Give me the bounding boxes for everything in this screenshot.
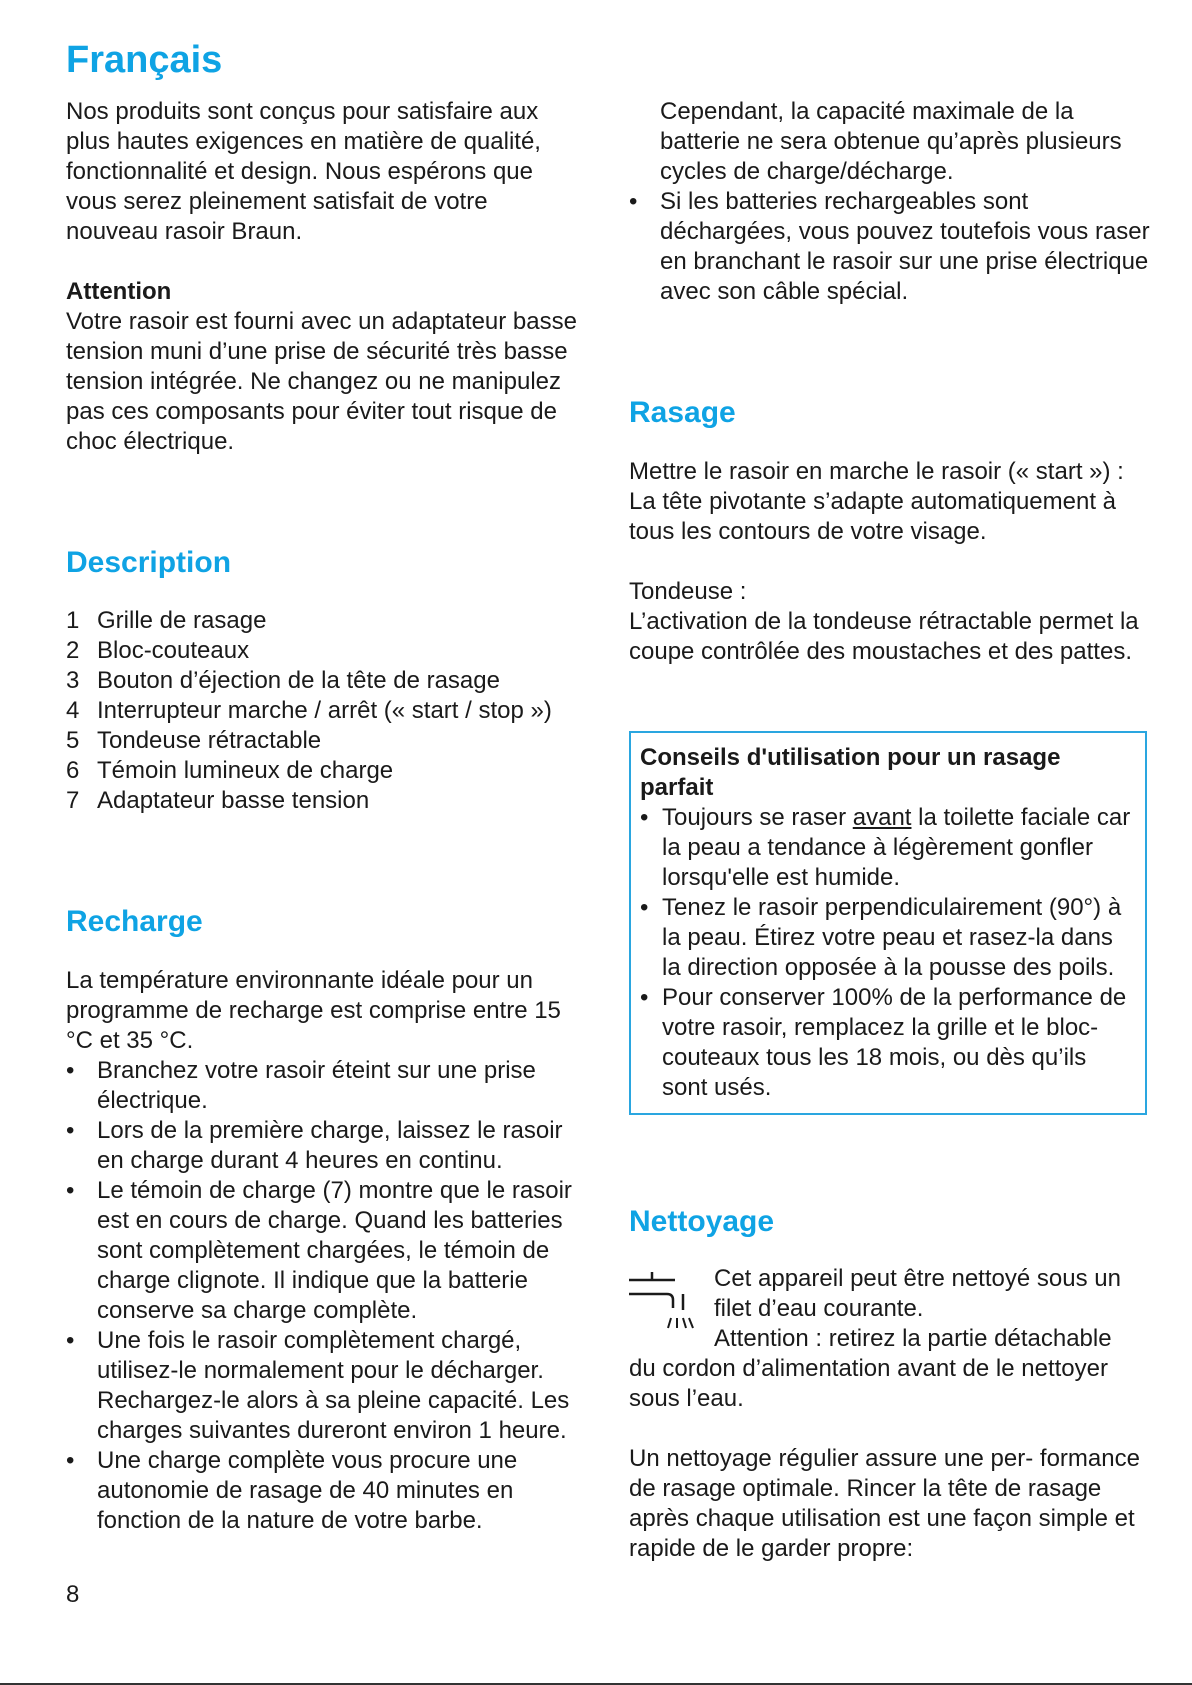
list-item: 3 Bouton d’éjection de la tête de rasage	[66, 667, 500, 694]
page-number: 8	[66, 1581, 80, 1608]
rasage-text: Mettre le rasoir en marche le rasoir (« start ») : La tête pivotante s’adapte automatiquement à tous les contours de votre visage.	[629, 458, 1124, 545]
tips-list	[640, 803, 1137, 1103]
recharge-heading: Recharge	[66, 905, 203, 938]
list-item: • Branchez votre rasoir éteint sur une prise électrique.	[66, 1057, 536, 1114]
nettoyage-line-1: Cet appareil peut être nettoyé sous un	[714, 1265, 1121, 1292]
list-item: • Toujours se raser avant la toilette faciale car la peau a tendance à légèrement gonfler lorsqu'elle est humide.	[640, 804, 1131, 891]
recharge-continued: Cependant, la capacité maximale de la batterie ne sera obtenue qu’après plusieurs cycles de charge/décharge.	[660, 98, 1122, 185]
list-item: • Une fois le rasoir complètement chargé, utilisez-le normalement pour le décharger. Rechargez-le alors à sa pleine capacité. Les charges suivantes dureront environ 1 heure.	[66, 1327, 570, 1444]
list-item: 1 Grille de rasage	[66, 607, 267, 634]
list-item: • Tenez le rasoir perpendiculairement (90°) à la peau. Étirez votre peau et rasez-la dans la direction opposée à la pousse des poils.	[640, 894, 1122, 981]
recharge-bullets-right	[629, 187, 1150, 307]
tips-title: Conseils d'utilisation pour un rasage parfait	[640, 744, 1061, 801]
list-item: • Le témoin de charge (7) montre que le rasoir est en cours de charge. Quand les batteries sont complètement chargées, le témoin de charge clignote. Il indique que la batterie conserve sa charge complète.	[66, 1177, 572, 1324]
tondeuse-label: Tondeuse :	[629, 578, 747, 605]
list-item: 2 Bloc-couteaux	[66, 637, 250, 664]
list-item: • Une charge complète vous procure une autonomie de rasage de 40 minutes en fonction de la nature de votre barbe.	[66, 1447, 518, 1534]
description-heading: Description	[66, 546, 232, 579]
nettoyage-heading: Nettoyage	[629, 1205, 775, 1238]
recharge-bullets	[66, 1056, 586, 1536]
rasage-heading: Rasage	[629, 396, 736, 429]
tondeuse-text: L’activation de la tondeuse rétractable permet la coupe contrôlée des moustaches et des pattes.	[629, 608, 1139, 665]
nettoyage-line-3: Attention : retirez la partie détachable	[714, 1325, 1112, 1352]
intro-paragraph: Nos produits sont conçus pour satisfaire aux plus hautes exigences en matière de qualité, fonctionnalité et design. Nous espérons que vous serez pleinement satisfait de votre nouveau rasoir Braun.	[66, 98, 541, 245]
nettoyage-line-2: filet d’eau courante.	[714, 1295, 924, 1322]
nettoyage-line-4: du cordon d’alimentation avant de le nettoyer sous l’eau.	[629, 1355, 1108, 1412]
list-item: 6 Témoin lumineux de charge	[66, 757, 394, 784]
description-list	[66, 606, 586, 816]
list-item: • Si les batteries rechargeables sont déchargées, vous pouvez toutefois vous raser en branchant le rasoir sur une prise électrique avec son câble spécial.	[629, 188, 1150, 305]
water-tap-icon	[627, 1270, 699, 1334]
attention-text: Votre rasoir est fourni avec un adaptateur basse tension muni d’une prise de sécurité très basse tension intégrée. Ne changez ou ne manipulez pas ces composants pour éviter tout risque de choc électrique.	[66, 308, 577, 455]
nettoyage-text: Un nettoyage régulier assure une per- formance de rasage optimale. Rincer la tête de rasage après chaque utilisation est une façon simple et rapide de le garder propre:	[629, 1445, 1140, 1562]
list-item: • Lors de la première charge, laissez le rasoir en charge durant 4 heures en continu.	[66, 1117, 563, 1174]
language-title: Français	[66, 39, 223, 81]
tips-box	[629, 731, 1147, 1115]
recharge-intro: La température environnante idéale pour un programme de recharge est comprise entre 15 °C et 35 °C.	[66, 967, 561, 1054]
list-item: • Pour conserver 100% de la performance de votre rasoir, remplacez la grille et le bloc-couteaux tous les 18 mois, ou dès qu’ils sont usés.	[640, 984, 1127, 1101]
list-item: 5 Tondeuse rétractable	[66, 727, 322, 754]
list-item: 7 Adaptateur basse tension	[66, 787, 370, 814]
attention-title: Attention	[66, 278, 172, 305]
list-item: 4 Interrupteur marche / arrêt (« start / stop »)	[66, 697, 552, 724]
